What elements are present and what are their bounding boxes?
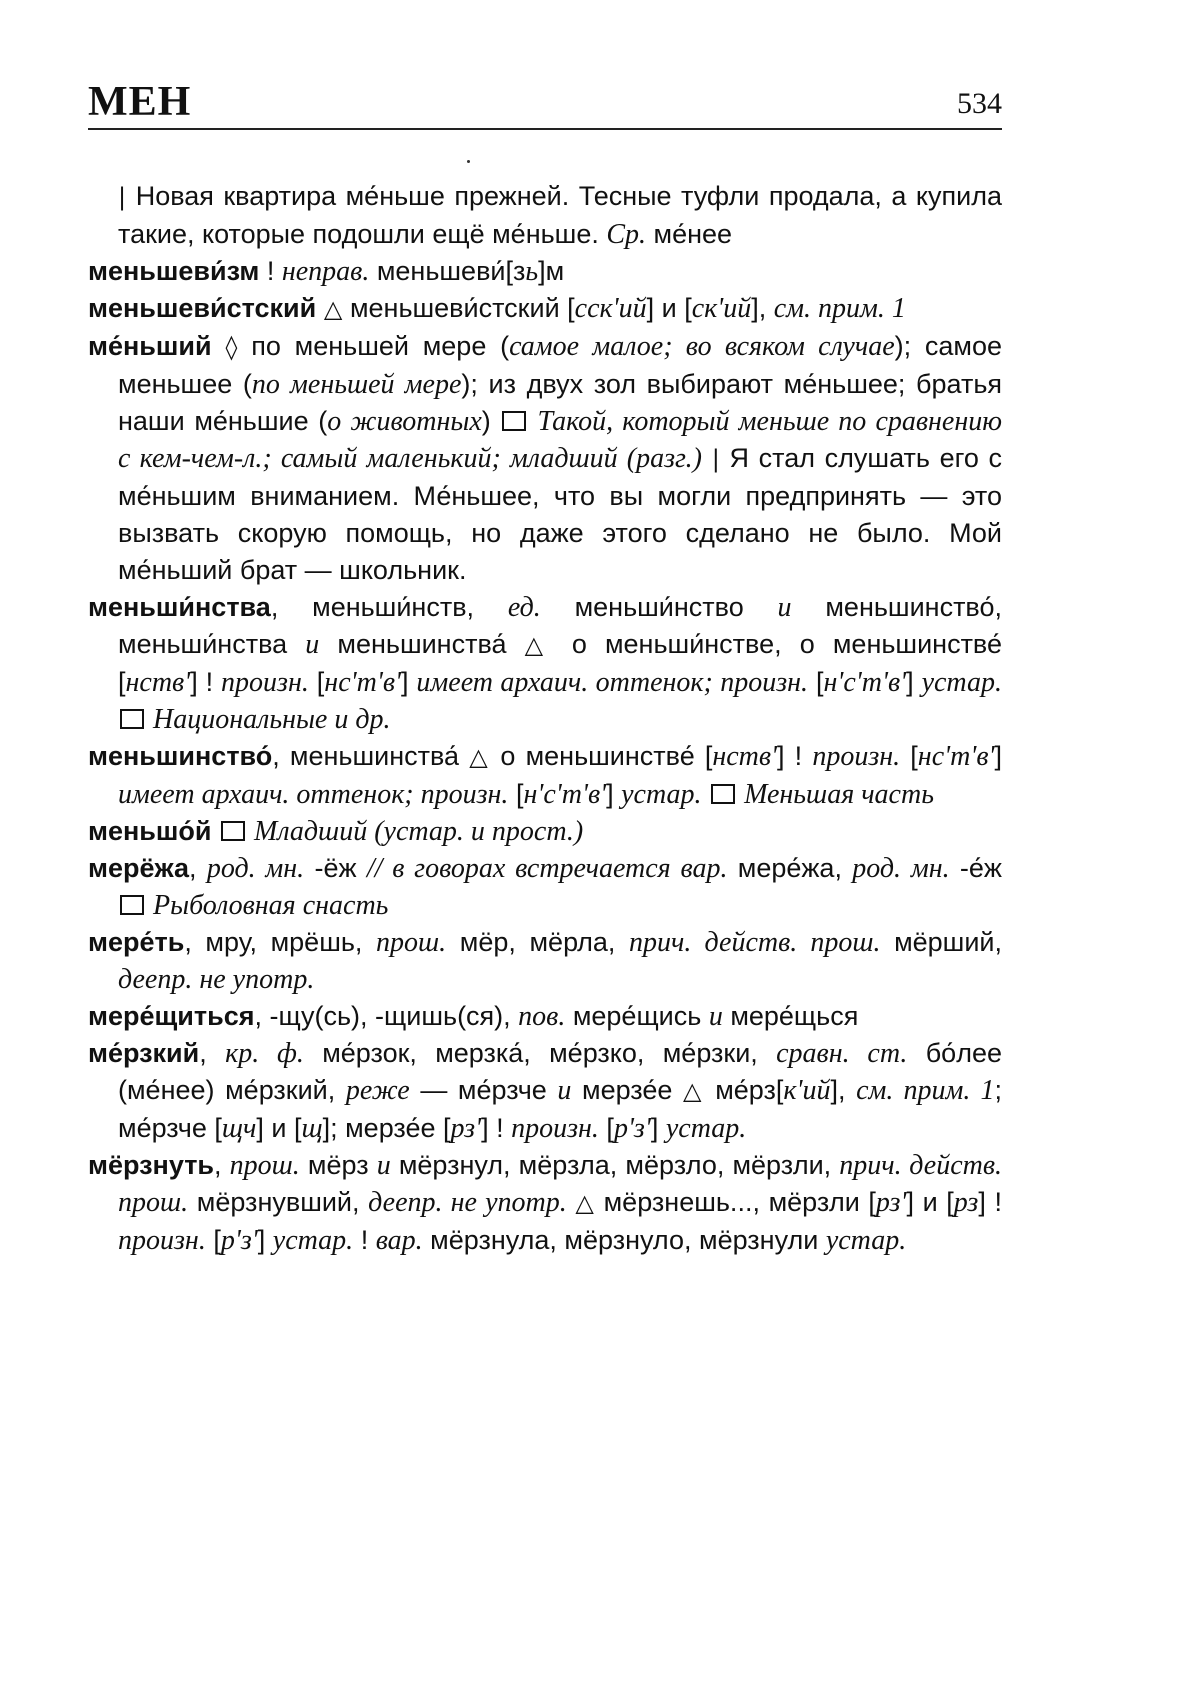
italic-note: вар.: [375, 1225, 423, 1256]
italic-note: см. прим. 1: [856, 1075, 995, 1106]
italic-note: р'з': [613, 1113, 651, 1144]
headword: ме́рзкий: [88, 1038, 200, 1068]
entry-text: о меньшинстве́ [: [490, 741, 713, 771]
italic-note: и: [708, 1001, 723, 1032]
entry-text: ]: [906, 667, 922, 697]
triangle-icon: △: [575, 1189, 595, 1217]
italic-note: прош.: [376, 927, 447, 958]
lozenge-icon: ◊: [211, 333, 252, 361]
definition-box-icon: [711, 784, 735, 804]
entry-text: ); из двух зол выбирают ме́ньшее; братья наши ме́ньшие (: [118, 369, 1003, 436]
entry-text: ме́рз[: [704, 1075, 784, 1105]
italic-note: устар.: [621, 779, 702, 810]
entry-text: ,: [189, 853, 207, 883]
italic-note: н'с'т'в': [823, 667, 907, 698]
header-rule: [88, 128, 1002, 130]
italic-note: устар.: [272, 1225, 354, 1256]
italic-note: Младший (устар. и прост.): [247, 816, 584, 847]
italic-note: нств': [712, 741, 778, 772]
italic-note: о животных: [327, 406, 482, 437]
entry-text: ],: [830, 1075, 857, 1105]
italic-note: Ср.: [606, 219, 647, 250]
entry-text: мёрзнула, мёрзнуло, мёрзнули: [422, 1225, 826, 1255]
dictionary-entry: [88, 290, 1002, 328]
italic-note: произн.: [511, 1113, 599, 1144]
headword: меньши́нства: [88, 592, 271, 622]
entry-text: меньшинства́: [319, 629, 525, 659]
italic-note: и: [376, 1150, 391, 1181]
italic-note: Меньшая часть: [737, 779, 934, 810]
entry-text: мёр, мёрла,: [446, 927, 630, 957]
italic-note: нс'т'в': [917, 741, 995, 772]
dictionary-entry: [88, 1147, 1002, 1259]
dictionary-entry: [88, 850, 1002, 924]
entry-text: , меньшинства́: [272, 741, 470, 771]
entry-text: мере́щись: [565, 1001, 709, 1031]
italic-note: прич. действ. прош.: [629, 927, 881, 958]
entry-text: ],: [751, 293, 774, 323]
triangle-icon: △: [316, 295, 350, 323]
entry-text: [212, 816, 220, 846]
italic-note: ск'ий: [691, 293, 752, 324]
italic-note: н'с'т'в': [523, 779, 607, 810]
entry-text: ]: [606, 779, 622, 809]
scan-speck: [467, 160, 470, 163]
entry-text: ] и [: [256, 1113, 302, 1143]
entry-text: ): [481, 406, 501, 436]
italic-note: Такой, который меньше по сравнению с кем-чем-л.; самый маленький; младший (: [118, 406, 1002, 474]
italic-note: произн.: [812, 741, 901, 772]
entry-text: мёрший,: [880, 927, 1003, 957]
entry-text: Новая квартира ме́ньше прежней. Тесные туфли продала, а купила такие, которые подошли ещё ме́ньше.: [118, 181, 1002, 249]
dictionary-entry: [88, 328, 1002, 589]
italic-note: сравн. ст.: [776, 1038, 908, 1069]
italic-note: произн.: [118, 1225, 206, 1256]
italic-note: к'ий: [783, 1075, 831, 1106]
entry-text: бо́лее (ме́нее) ме́рзкий,: [118, 1038, 1002, 1105]
example-separator-icon: |: [701, 445, 730, 473]
dictionary-entry: [88, 998, 1002, 1035]
headword: мере́щиться: [88, 1001, 255, 1031]
triangle-icon: △: [683, 1077, 705, 1105]
italic-note: деепр. не употр.: [118, 964, 315, 995]
entry-text: [: [900, 741, 918, 771]
entry-text: мере́жа,: [727, 853, 853, 883]
italic-note: Рыболовная снасть: [146, 890, 389, 921]
italic-note: см. прим. 1: [773, 293, 906, 324]
entry-text: мёрзнувший,: [188, 1187, 369, 1217]
italic-note: нс'т'в': [324, 667, 401, 698]
entry-text: [: [808, 667, 824, 697]
italic-note: и: [777, 592, 792, 623]
entry-text: о меньши́нстве, о меньшинстве́ [: [118, 629, 1002, 697]
entry-text: , меньши́нств,: [270, 592, 508, 622]
italic-note: рз: [953, 1187, 979, 1218]
entry-text: меньши́нство: [540, 592, 778, 622]
entry-text: ме́нее: [646, 219, 733, 249]
italic-note: прич. действ. прош.: [118, 1150, 1002, 1218]
triangle-icon: △: [524, 631, 554, 659]
italic-note: и: [557, 1075, 572, 1106]
italic-note: нств': [125, 667, 191, 698]
italic-note: имеет архаич. оттенок; произн.: [416, 667, 809, 698]
entry-text: !: [259, 256, 282, 286]
entry-text: мерзе́е: [571, 1075, 684, 1105]
entry-text: меньшинство́, меньши́нства: [118, 592, 1002, 659]
italic-note: р'з': [220, 1225, 258, 1256]
italic-note: ь: [525, 256, 539, 287]
entry-text: ] и [: [646, 293, 692, 323]
italic-note: по меньшей мере: [251, 369, 462, 400]
entry-text: по меньшей мере (: [251, 331, 510, 361]
dictionary-entry: [88, 813, 1002, 850]
entry-text: ] !: [190, 667, 222, 697]
page-header: [88, 78, 1002, 130]
entry-text: ] !: [777, 741, 813, 771]
italic-note: // в говорах встречается вар.: [366, 853, 728, 884]
entry-text: ); самое меньшее (: [118, 331, 1003, 399]
entry-text: [: [205, 1225, 221, 1255]
italic-note: имеет архаич. оттенок; произн.: [118, 779, 509, 810]
italic-note: неправ.: [281, 256, 370, 287]
entry-text: ; ме́рзче [: [118, 1075, 1002, 1143]
italic-note: кр. ф.: [225, 1038, 304, 1069]
italic-note: разг.: [636, 443, 693, 474]
italic-note: самое малое; во всяком случае: [509, 331, 895, 362]
dictionary-entry: [88, 253, 1002, 290]
dictionary-entry: [88, 924, 1002, 998]
italic-note: устар.: [921, 667, 1002, 698]
italic-note: реже: [345, 1075, 410, 1106]
definition-box-icon: [221, 821, 245, 841]
headword: мере́ть: [88, 927, 185, 957]
entry-text: -е́ж: [949, 853, 1002, 883]
entry-text: [: [598, 1113, 614, 1143]
entry-text: ] и [: [906, 1187, 954, 1217]
entry-text: ,: [199, 1038, 226, 1068]
entry-text: ]: [994, 741, 1002, 771]
italic-note: прош.: [229, 1150, 300, 1181]
entry-text: мёрзнешь..., мёрзли [: [594, 1187, 876, 1217]
italic-note: пов.: [518, 1001, 566, 1032]
italic-note: произн.: [221, 667, 309, 698]
entry-text: [: [308, 667, 325, 697]
entry-text: мёрз: [299, 1150, 377, 1180]
dictionary-entries: [88, 178, 1002, 1259]
definition-box-icon: [120, 709, 144, 729]
italic-note: и: [305, 629, 320, 660]
headword: мёрзнуть: [88, 1150, 215, 1180]
italic-note: ): [692, 443, 702, 474]
definition-box-icon: [502, 411, 526, 431]
italic-note: устар.: [825, 1225, 907, 1256]
italic-note: щ: [301, 1113, 323, 1144]
running-head: МЕН: [88, 79, 192, 125]
headword: мерёжа: [88, 853, 189, 883]
headword: меньшеви́зм: [88, 256, 260, 286]
entry-text: мёрзнул, мёрзла, мёрзло, мёрзли,: [390, 1150, 840, 1180]
example-separator-icon: |: [118, 183, 136, 211]
headword: меньшо́й: [88, 816, 212, 846]
entry-text: ,: [214, 1150, 230, 1180]
italic-note: рз': [450, 1113, 482, 1144]
triangle-icon: △: [469, 743, 491, 771]
entry-text: ]; мерзе́е [: [322, 1113, 451, 1143]
entry-text: ] !: [481, 1113, 512, 1143]
dictionary-entry: [88, 738, 1002, 813]
entry-text: ] !: [978, 1187, 1002, 1217]
entry-text: ]: [400, 667, 417, 697]
italic-note: род. мн.: [852, 853, 950, 884]
italic-note: Национальные и др.: [146, 704, 391, 735]
entry-text: мере́щься: [722, 1001, 859, 1031]
entry-text: меньшеви́стский [: [349, 293, 575, 323]
entry-text: -ёж: [304, 853, 367, 883]
entry-text: Я стал слушать его с ме́ньшим вниманием. Ме́ньшее, что вы могли предпринять — это вызвать скорую помощь, но даже этого сделано не было. Мой ме́ньший брат — школьник.: [118, 443, 1002, 585]
entry-text: [702, 779, 710, 809]
entry-text: , мру, мрёшь,: [184, 927, 377, 957]
definition-box-icon: [120, 895, 144, 915]
entry-text: меньшеви́[з: [369, 256, 526, 286]
headword: ме́ньший: [88, 331, 212, 361]
headword: меньшинство́: [88, 741, 273, 771]
entry-text: !: [353, 1225, 376, 1255]
entry-text: , -щу(сь), -щишь(ся),: [254, 1001, 519, 1031]
entry-text: ]м: [538, 256, 565, 286]
dictionary-entry: [88, 589, 1002, 738]
italic-note: устар.: [665, 1113, 747, 1144]
entry-text: — ме́рзче: [409, 1075, 558, 1105]
page-number: 534: [957, 87, 1002, 120]
entry-continuation: [88, 178, 1002, 253]
entry-text: ]: [650, 1113, 666, 1143]
italic-note: сск'ий: [574, 293, 647, 324]
italic-note: щч: [221, 1113, 257, 1144]
entry-text: ]: [257, 1225, 273, 1255]
italic-note: ед.: [507, 592, 541, 623]
italic-note: деепр. не употр.: [368, 1187, 567, 1218]
entry-text: ме́рзок, мерзка́, ме́рзко, ме́рзки,: [303, 1038, 777, 1068]
headword: меньшеви́стский: [88, 293, 317, 323]
entry-text: [: [508, 779, 524, 809]
dictionary-entry: [88, 1035, 1002, 1147]
italic-note: род. мн.: [206, 853, 305, 884]
italic-note: рз': [875, 1187, 907, 1218]
